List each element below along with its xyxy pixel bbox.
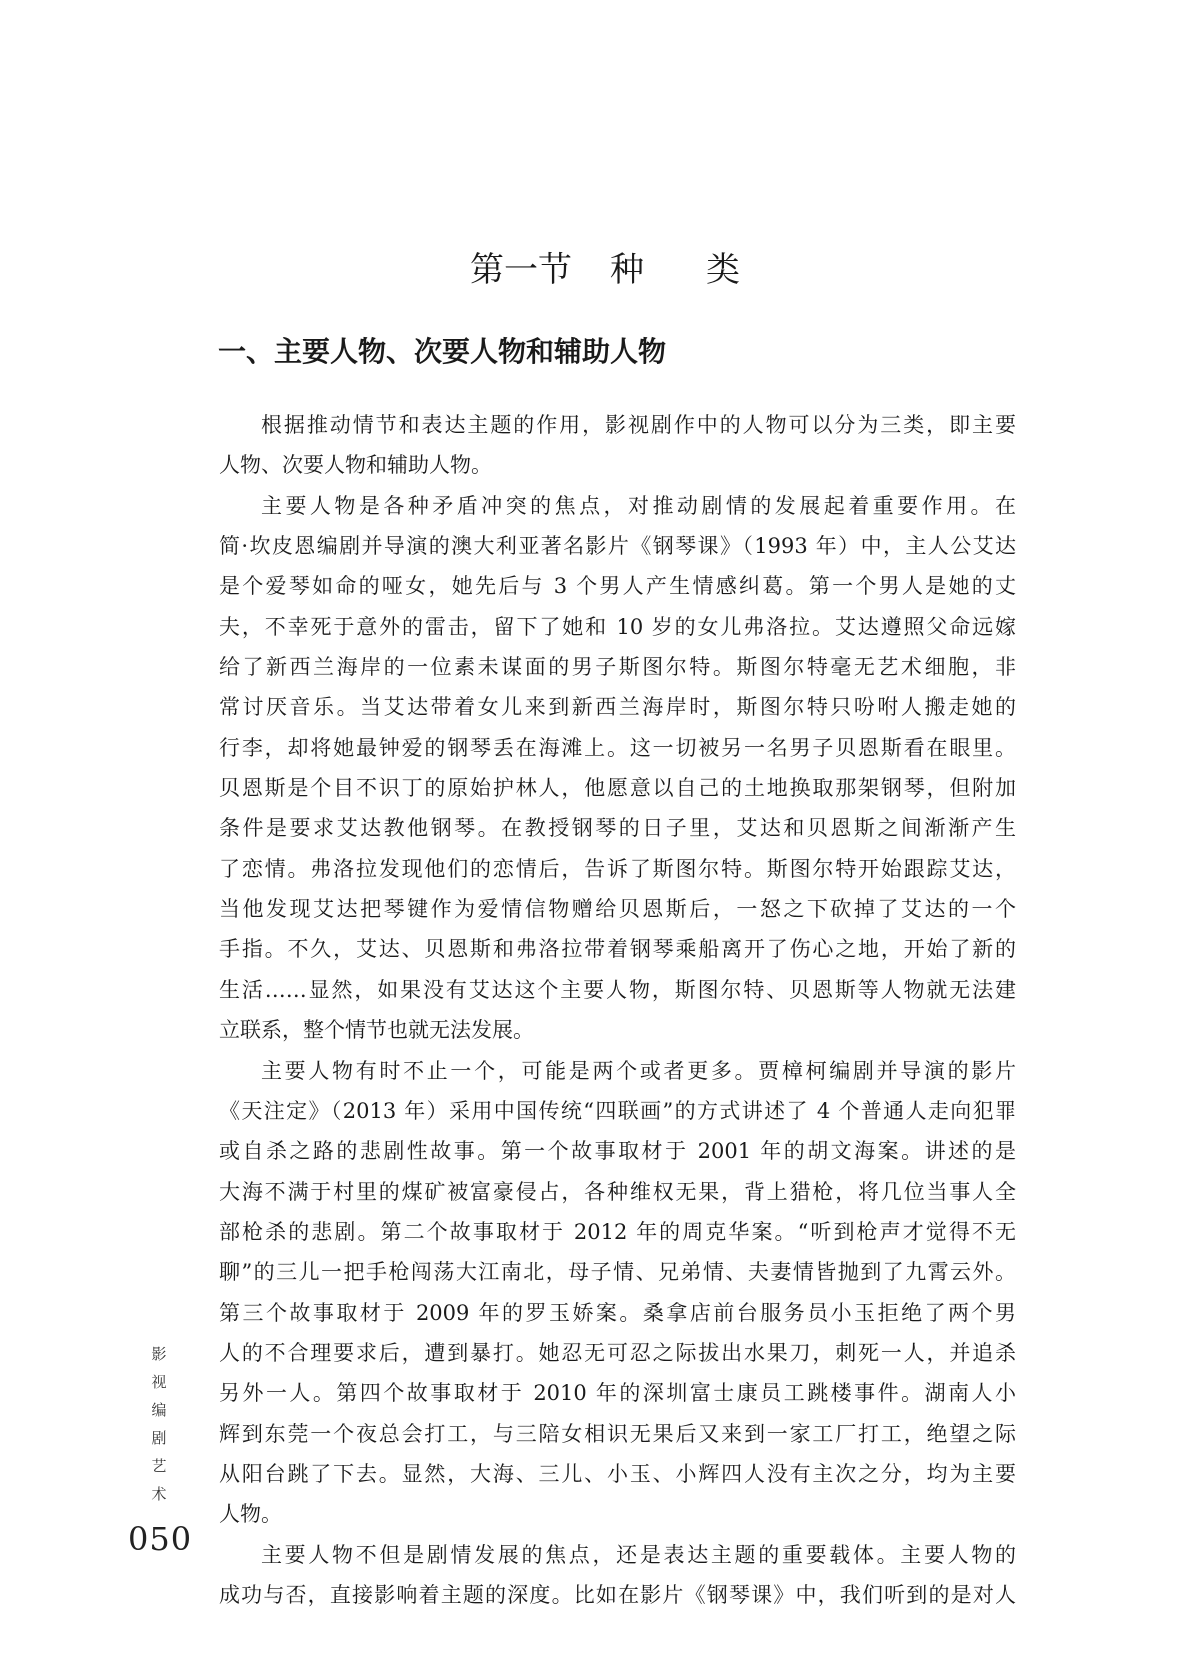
paragraph-line: 夫，不幸死于意外的雷击，留下了她和 10 岁的女儿弗洛拉。艾达遵照父命远嫁 (219, 614, 1016, 639)
paragraph-line: 当他发现艾达把琴键作为爱情信物赠给贝恩斯后，一怒之下砍掉了艾达的一个 (219, 897, 1016, 922)
paragraph-line: 主要人物有时不止一个，可能是两个或者更多。贾樟柯编剧并导演的影片 (261, 1058, 1016, 1083)
paragraph-line: 或自杀之路的悲剧性故事。第一个故事取材于 2001 年的胡文海案。讲述的是 (219, 1139, 1016, 1164)
paragraph-line: 《天注定》（2013 年）采用中国传统“四联画”的方式讲述了 4 个普通人走向犯罪 (219, 1098, 1016, 1123)
paragraph-line: 根据推动情节和表达主题的作用，影视剧作中的人物可以分为三类，即主要 (261, 413, 1016, 437)
paragraph-line: 主要人物是各种矛盾冲突的焦点，对推动剧情的发展起着重要作用。在 (261, 493, 1016, 518)
paragraph-line: 聊”的三儿一把手枪闯荡大江南北，母子情、兄弟情、夫妻情皆抛到了九霄云外。 (219, 1260, 1016, 1285)
paragraph-line: 人物、次要人物和辅助人物。 (219, 453, 492, 478)
body-text (219, 405, 1016, 1615)
paragraph-line: 从阳台跳了下去。显然，大海、三儿、小玉、小辉四人没有主次之分，均为主要 (219, 1461, 1016, 1486)
side-label-char: 视 (151, 1373, 167, 1391)
paragraph (219, 486, 1016, 1051)
paragraph-line: 第三个故事取材于 2009 年的罗玉娇案。桑拿店前台服务员小玉拒绝了两个男 (219, 1300, 1016, 1325)
side-label-char: 剧 (151, 1429, 167, 1447)
paragraph-line: 贝恩斯是个目不识丁的原始护林人，他愿意以自己的土地换取那架钢琴，但附加 (219, 776, 1016, 801)
section-title-number: 第一节 (470, 250, 572, 290)
paragraph-line: 是个爱琴如命的哑女，她先后与 3 个男人产生情感纠葛。第一个男人是她的丈 (219, 574, 1016, 599)
paragraph (219, 405, 1016, 486)
section-title-word-1: 种 (610, 250, 644, 290)
paragraph-line: 手指。不久，艾达、贝恩斯和弗洛拉带着钢琴乘船离开了伤心之地，开始了新的 (219, 937, 1016, 962)
side-label-char: 艺 (151, 1457, 167, 1475)
paragraph-line: 条件是要求艾达教他钢琴。在教授钢琴的日子里，艾达和贝恩斯之间渐渐产生 (219, 816, 1016, 841)
paragraph (219, 1051, 1016, 1535)
section-title (470, 248, 770, 292)
paragraph-line: 了恋情。弗洛拉发现他们的恋情后，告诉了斯图尔特。斯图尔特开始跟踪艾达， (219, 856, 1016, 881)
paragraph-line: 部枪杀的悲剧。第二个故事取材于 2012 年的周克华案。“听到枪声才觉得不无 (219, 1219, 1016, 1244)
paragraph-line: 另外一人。第四个故事取材于 2010 年的深圳富士康员工跳楼事件。湖南人小 (219, 1381, 1016, 1406)
paragraph-line: 大海不满于村里的煤矿被富豪侵占，各种维权无果，背上猎枪，将几位当事人全 (219, 1179, 1016, 1204)
paragraph-line: 立联系，整个情节也就无法发展。 (219, 1018, 534, 1043)
side-label-char: 影 (151, 1345, 167, 1363)
paragraph-line: 给了新西兰海岸的一位素未谋面的男子斯图尔特。斯图尔特毫无艺术细胞，非 (219, 655, 1016, 680)
paragraph-line: 主要人物不但是剧情发展的焦点，还是表达主题的重要载体。主要人物的 (261, 1542, 1016, 1567)
paragraph-line: 常讨厌音乐。当艾达带着女儿来到新西兰海岸时，斯图尔特只吩咐人搬走她的 (219, 695, 1016, 720)
section-title-word-2: 类 (706, 250, 740, 290)
paragraph-line: 人的不合理要求后，遭到暴打。她忍无可忍之际拔出水果刀，刺死一人，并追杀 (219, 1340, 1016, 1365)
subheading: 一、主要人物、次要人物和辅助人物 (218, 335, 667, 368)
paragraph-line: 人物。 (219, 1502, 282, 1527)
paragraph-line: 简·坎皮恩编剧并导演的澳大利亚著名影片《钢琴课》（1993 年）中，主人公艾达 (219, 534, 1016, 559)
side-label-char: 编 (151, 1401, 167, 1419)
paragraph-line: 成功与否，直接影响着主题的深度。比如在影片《钢琴课》中，我们听到的是对人 (219, 1582, 1016, 1607)
paragraph (219, 1535, 1016, 1616)
side-label-char: 术 (151, 1485, 167, 1503)
paragraph-line: 行李，却将她最钟爱的钢琴丢在海滩上。这一切被另一名男子贝恩斯看在眼里。 (219, 735, 1016, 760)
paragraph-line: 辉到东莞一个夜总会打工，与三陪女相识无果后又来到一家工厂打工，绝望之际 (219, 1421, 1016, 1446)
paragraph-line: 生活……显然，如果没有艾达这个主要人物，斯图尔特、贝恩斯等人物就无法建 (219, 977, 1016, 1002)
page-number: 050 (128, 1520, 193, 1558)
side-book-title (148, 1340, 170, 1508)
